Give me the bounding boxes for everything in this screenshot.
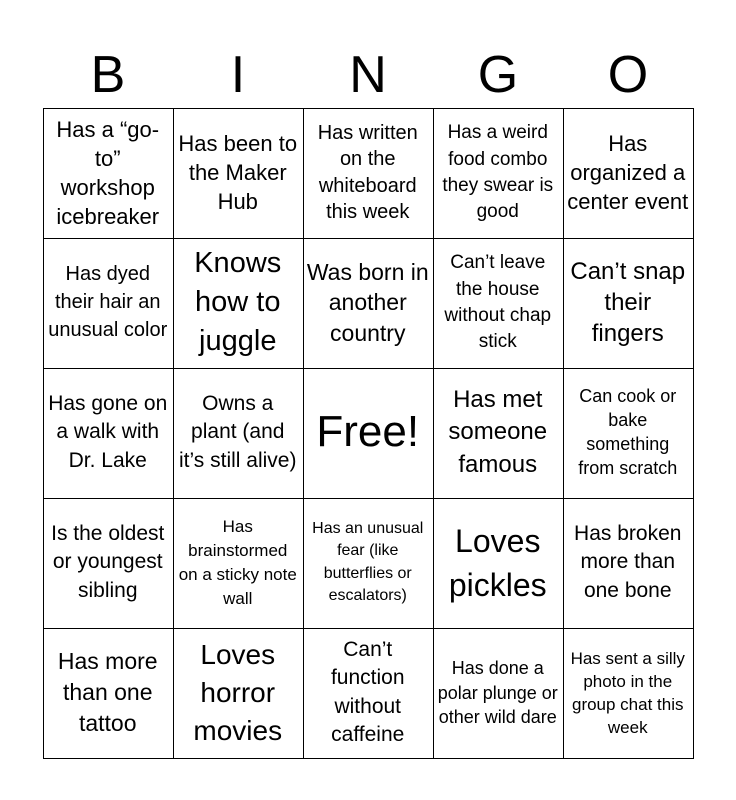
bingo-cell-text: Has broken more than one bone bbox=[574, 521, 682, 603]
bingo-header bbox=[43, 40, 693, 108]
header-letter-g: G bbox=[477, 46, 519, 104]
bingo-cell[interactable] bbox=[563, 238, 695, 370]
bingo-cell-text: Has gone on a walk with Dr. Lake bbox=[48, 391, 168, 473]
bingo-cell[interactable] bbox=[563, 108, 695, 240]
bingo-cell[interactable] bbox=[303, 108, 435, 240]
bingo-cell-text: Was born in another country bbox=[306, 258, 429, 347]
bingo-cell[interactable] bbox=[173, 238, 305, 370]
bingo-cell[interactable] bbox=[173, 108, 305, 240]
bingo-cell-text: Can’t leave the house without chap stick bbox=[444, 252, 552, 352]
bingo-cell-text: Has brainstormed on a sticky note wall bbox=[178, 517, 297, 608]
bingo-cell-text: Free! bbox=[316, 407, 420, 457]
bingo-cell[interactable] bbox=[43, 628, 175, 760]
bingo-cell[interactable] bbox=[433, 498, 565, 630]
bingo-cell[interactable] bbox=[563, 368, 695, 500]
bingo-cell[interactable] bbox=[563, 628, 695, 760]
bingo-grid bbox=[43, 108, 693, 758]
bingo-cell-text: Has met someone famous bbox=[448, 385, 548, 479]
bingo-cell-text: Can’t snap their fingers bbox=[570, 257, 686, 348]
header-letter-b: B bbox=[90, 46, 126, 104]
free-space-cell[interactable] bbox=[303, 368, 435, 500]
header-letter-i: I bbox=[230, 46, 246, 104]
bingo-cell[interactable] bbox=[43, 498, 175, 630]
bingo-cell[interactable] bbox=[433, 238, 565, 370]
bingo-cell[interactable] bbox=[173, 498, 305, 630]
bingo-cell[interactable] bbox=[173, 368, 305, 500]
bingo-cell-text: Can’t function without caffeine bbox=[330, 637, 405, 747]
bingo-cell-text: Has sent a silly photo in the group chat this week bbox=[570, 648, 685, 737]
bingo-cell-text: Has an unusual fear (like butterflies or escalators) bbox=[312, 519, 424, 605]
bingo-cell[interactable] bbox=[303, 498, 435, 630]
bingo-cell[interactable] bbox=[433, 628, 565, 760]
bingo-cell[interactable] bbox=[433, 368, 565, 500]
bingo-cell[interactable] bbox=[43, 368, 175, 500]
bingo-cell-text: Has dyed their hair an unusual color bbox=[48, 263, 168, 341]
header-letter-n: N bbox=[349, 46, 387, 104]
bingo-cell[interactable] bbox=[303, 628, 435, 760]
bingo-cell-text: Is the oldest or youngest sibling bbox=[51, 521, 165, 603]
bingo-cell-text: Has organized a center event bbox=[567, 131, 689, 215]
header-letter-o: O bbox=[607, 46, 649, 104]
bingo-cell[interactable] bbox=[43, 238, 175, 370]
bingo-cell-text: Has written on the whiteboard this week bbox=[317, 121, 418, 224]
bingo-cell[interactable] bbox=[563, 498, 695, 630]
bingo-cell-text: Has done a polar plunge or other wild dare bbox=[437, 658, 558, 727]
bingo-cell-text: Loves horror movies bbox=[193, 638, 283, 746]
bingo-cell-text: Has a “go-to” workshop icebreaker bbox=[56, 116, 160, 229]
bingo-cell-text: Has been to the Maker Hub bbox=[178, 131, 298, 215]
bingo-cell[interactable] bbox=[433, 108, 565, 240]
bingo-cell-text: Can cook or bake something from scratch bbox=[578, 385, 678, 478]
bingo-cell[interactable] bbox=[173, 628, 305, 760]
bingo-cell-text: Knows how to juggle bbox=[194, 247, 282, 358]
bingo-cell-text: Owns a plant (and it’s still alive) bbox=[179, 391, 297, 473]
bingo-cell-text: Loves pickles bbox=[448, 522, 547, 603]
bingo-cell-text: Has a weird food combo they swear is good bbox=[442, 122, 554, 222]
bingo-cell[interactable] bbox=[43, 108, 175, 240]
bingo-cell[interactable] bbox=[303, 238, 435, 370]
bingo-cell-text: Has more than one tattoo bbox=[57, 647, 158, 737]
